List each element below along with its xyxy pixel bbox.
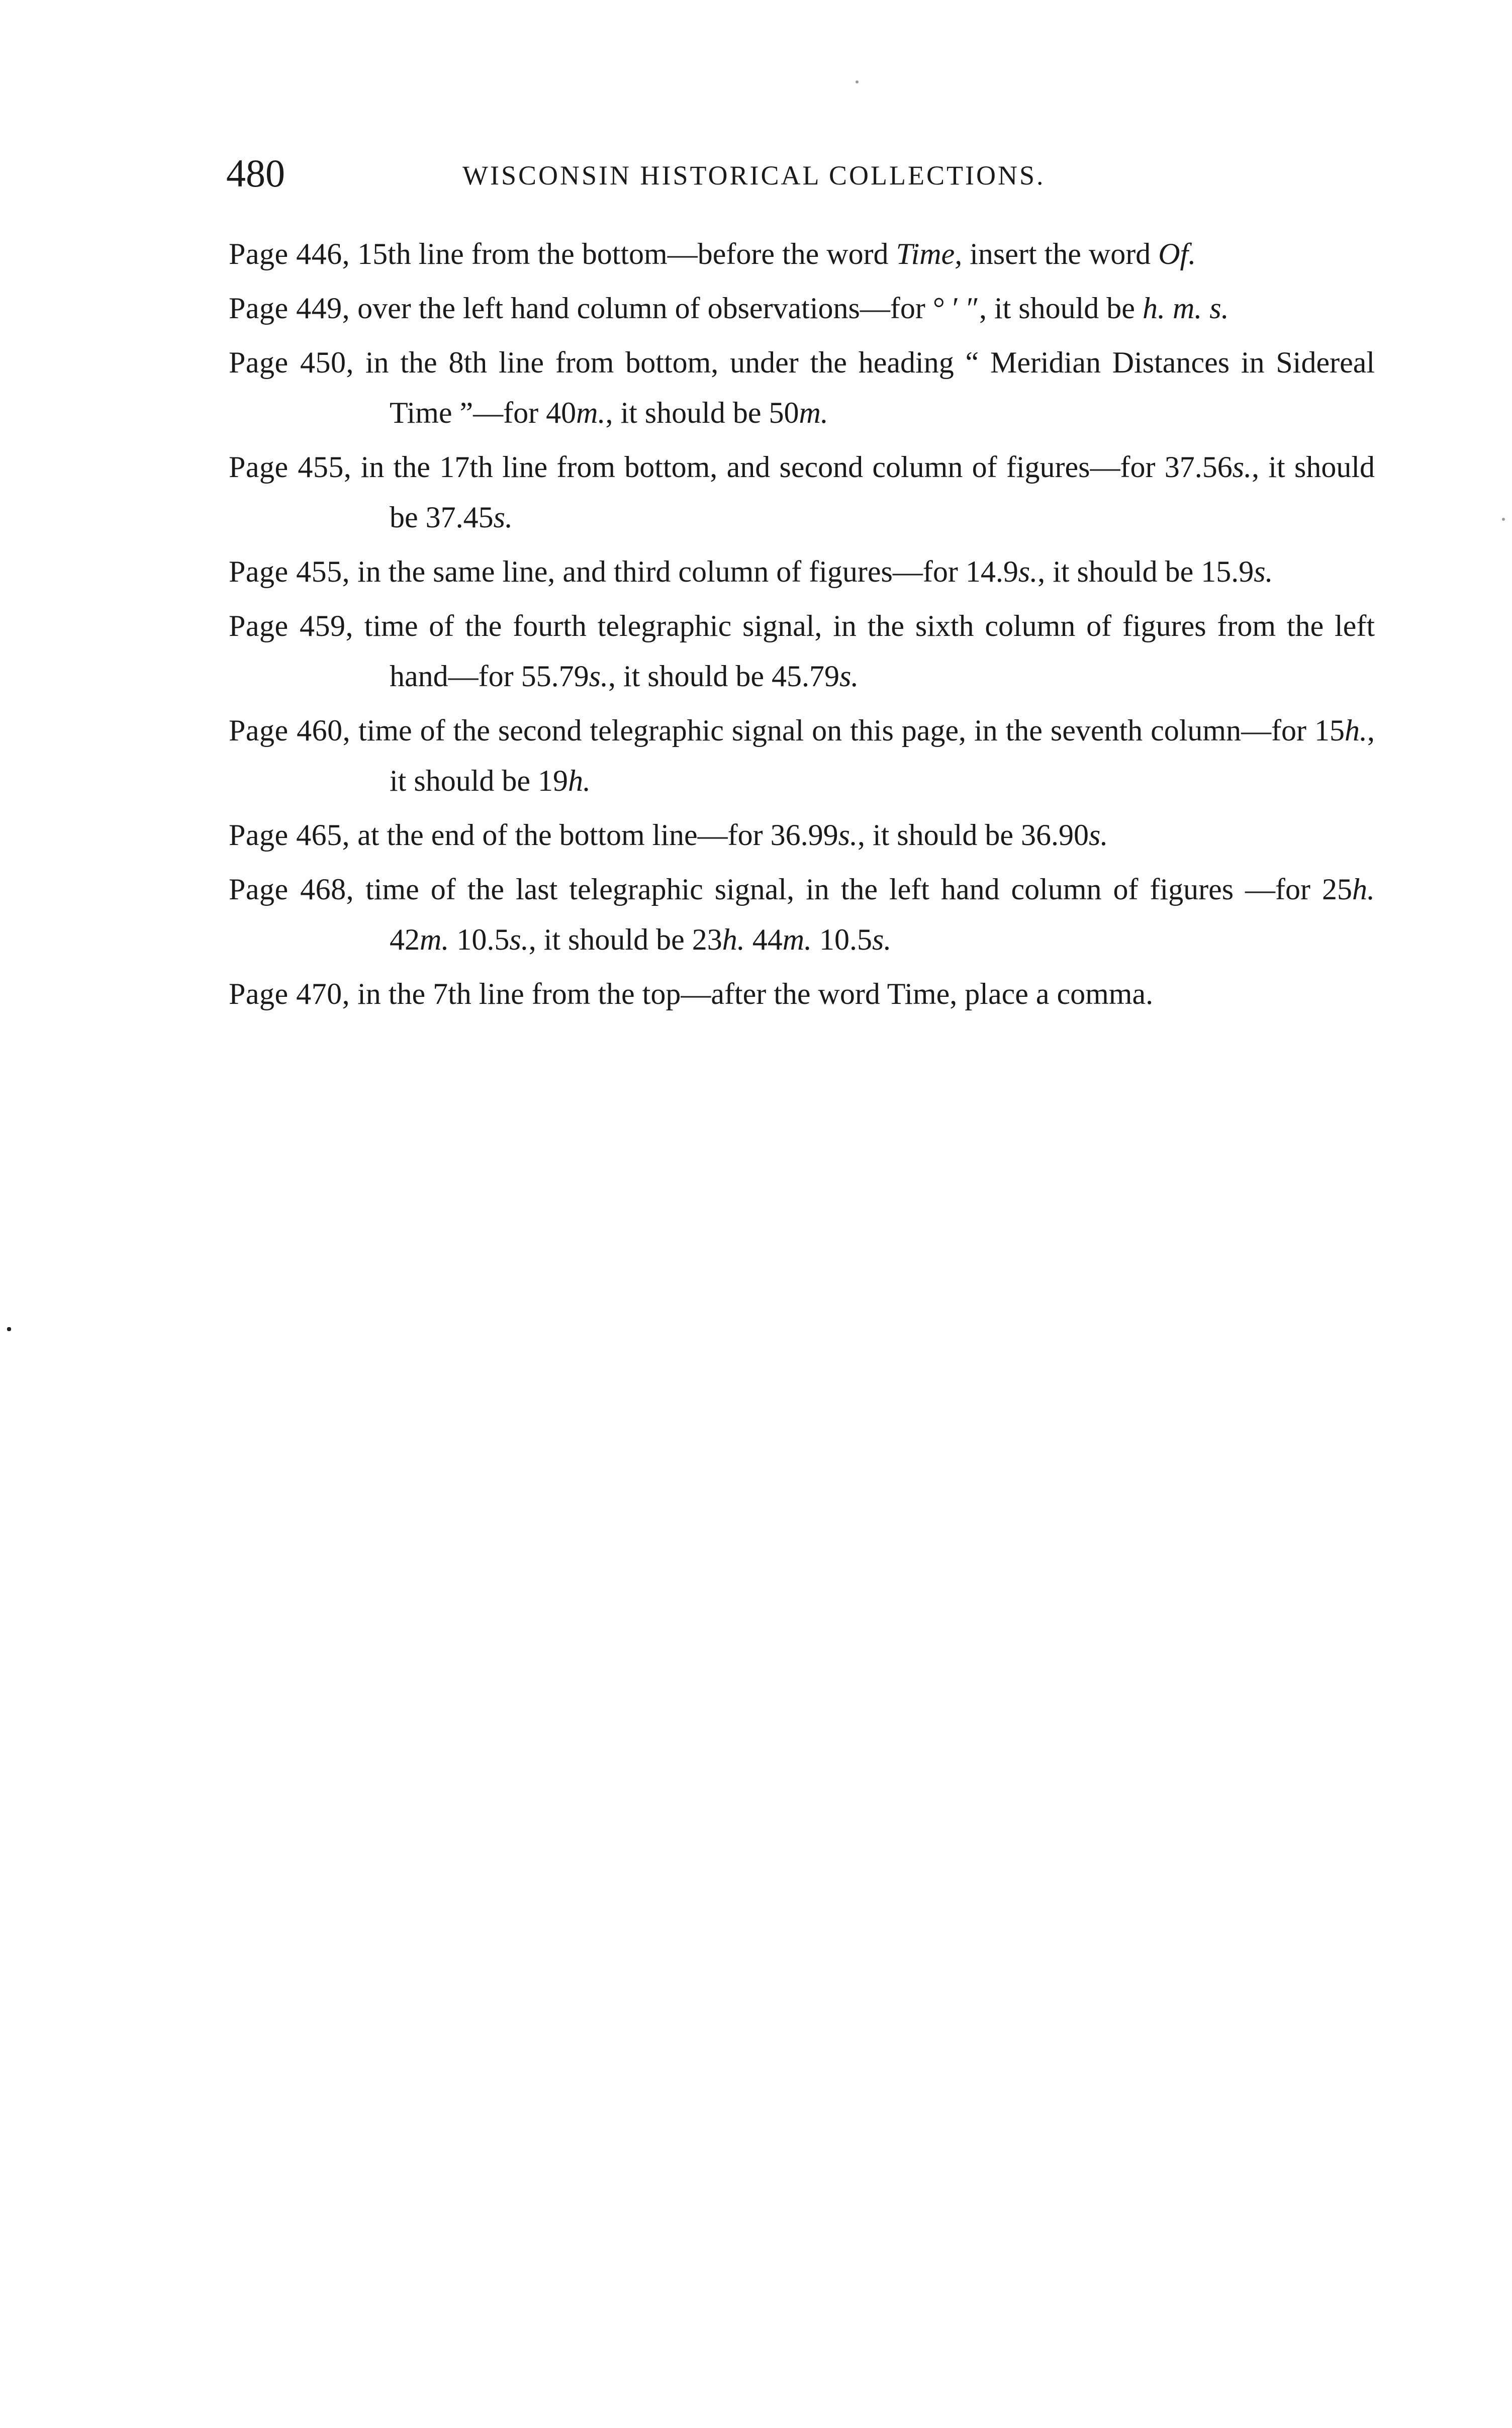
errata-text: time of the second telegraphic signal on this page, in the seventh column—for 15 — [350, 714, 1345, 747]
errata-italic-text: s. — [493, 501, 513, 534]
errata-text: , it should be 45.79 — [608, 660, 839, 693]
scan-speck — [856, 80, 859, 83]
errata-italic-text: s. — [838, 818, 858, 852]
errata-italic-text: m. — [799, 396, 828, 429]
errata-italic-text: s. — [1088, 818, 1108, 852]
running-head — [221, 146, 1387, 201]
errata-text: in the 17th line from bottom, and second column of figures—for 37.56 — [351, 450, 1233, 484]
errata-italic-text: s. — [1018, 555, 1038, 588]
errata-italic-text: Time, — [896, 237, 963, 270]
errata-text: , it should be 37.45 — [390, 450, 1375, 534]
errata-text: , it should be 23 — [528, 923, 722, 956]
errata-page-ref: Page 446, — [229, 237, 350, 270]
errata-page-ref: Page 450, — [229, 346, 354, 379]
errata-list — [229, 229, 1375, 1023]
errata-entry — [229, 283, 1375, 333]
errata-entry — [229, 442, 1375, 542]
errata-italic-text: s. — [1254, 555, 1273, 588]
errata-italic-text: s. — [1232, 450, 1252, 484]
running-title: WISCONSIN HISTORICAL COLLECTIONS. — [462, 160, 1046, 191]
errata-italic-text: m. — [782, 923, 812, 956]
errata-text: in the 7th line from the top—after the word Time, place a comma. — [350, 977, 1154, 1010]
errata-text: 15th line from the bottom—before the word — [350, 237, 896, 270]
errata-page-ref: Page 455, — [229, 555, 350, 588]
errata-entry — [229, 810, 1375, 860]
errata-italic-text: s. — [589, 660, 608, 693]
errata-italic-text: s. — [839, 660, 859, 693]
errata-text: , it should be 15.9 — [1037, 555, 1254, 588]
errata-page-ref: Page 468, — [229, 873, 354, 906]
errata-italic-text: h. — [1352, 873, 1375, 906]
errata-entry — [229, 864, 1375, 965]
errata-page-ref: Page 470, — [229, 977, 350, 1010]
errata-page-ref: Page 449, — [229, 292, 350, 325]
errata-text: insert the word — [962, 237, 1159, 270]
errata-entry — [229, 546, 1375, 597]
errata-text: 44 — [744, 923, 783, 956]
errata-text: in the same line, and third column of figures—for 14.9 — [350, 555, 1018, 588]
errata-page-ref: Page 455, — [229, 450, 352, 484]
errata-text: in the 8th line from bottom, under the heading “ Meridian Distances in Sidereal Time ”—for 40 — [353, 346, 1375, 429]
errata-text: 10.5 — [449, 923, 510, 956]
errata-page-ref: Page 459, — [229, 609, 353, 642]
errata-italic-text: h. — [1344, 714, 1367, 747]
errata-text: time of the fourth telegraphic signal, in the sixth column of figures from the left hand—for 55.79 — [353, 609, 1375, 693]
errata-entry — [229, 229, 1375, 279]
errata-entry — [229, 705, 1375, 806]
errata-text: , it should be 50 — [605, 396, 799, 429]
errata-italic-text: h. — [568, 764, 591, 797]
errata-text: at the end of the bottom line—for 36.99 — [350, 818, 838, 852]
errata-text: over the left hand column of observations—for ° ′ ″, it should be — [350, 292, 1143, 325]
errata-text: , it should be 19 — [390, 714, 1375, 797]
errata-text: time of the last telegraphic signal, in the left hand column of figures —for 25 — [354, 873, 1352, 906]
errata-italic-text: Of. — [1158, 237, 1196, 270]
scan-speck — [1502, 518, 1505, 521]
errata-entry — [229, 601, 1375, 701]
errata-text: , it should be 36.90 — [857, 818, 1089, 852]
errata-text: 10.5 — [812, 923, 873, 956]
errata-entry — [229, 969, 1375, 1019]
errata-italic-text: m. — [576, 396, 606, 429]
errata-italic-text: s. — [872, 923, 892, 956]
page-number: 480 — [226, 151, 285, 195]
errata-page-ref: Page 460, — [229, 714, 351, 747]
errata-page-ref: Page 465, — [229, 818, 350, 852]
errata-text: 42 — [390, 923, 420, 956]
errata-italic-text: h. m. s. — [1142, 292, 1229, 325]
errata-italic-text: s. — [509, 923, 529, 956]
scan-speck — [7, 1327, 11, 1331]
errata-entry — [229, 337, 1375, 438]
errata-italic-text: m. — [420, 923, 449, 956]
errata-italic-text: h. — [722, 923, 745, 956]
